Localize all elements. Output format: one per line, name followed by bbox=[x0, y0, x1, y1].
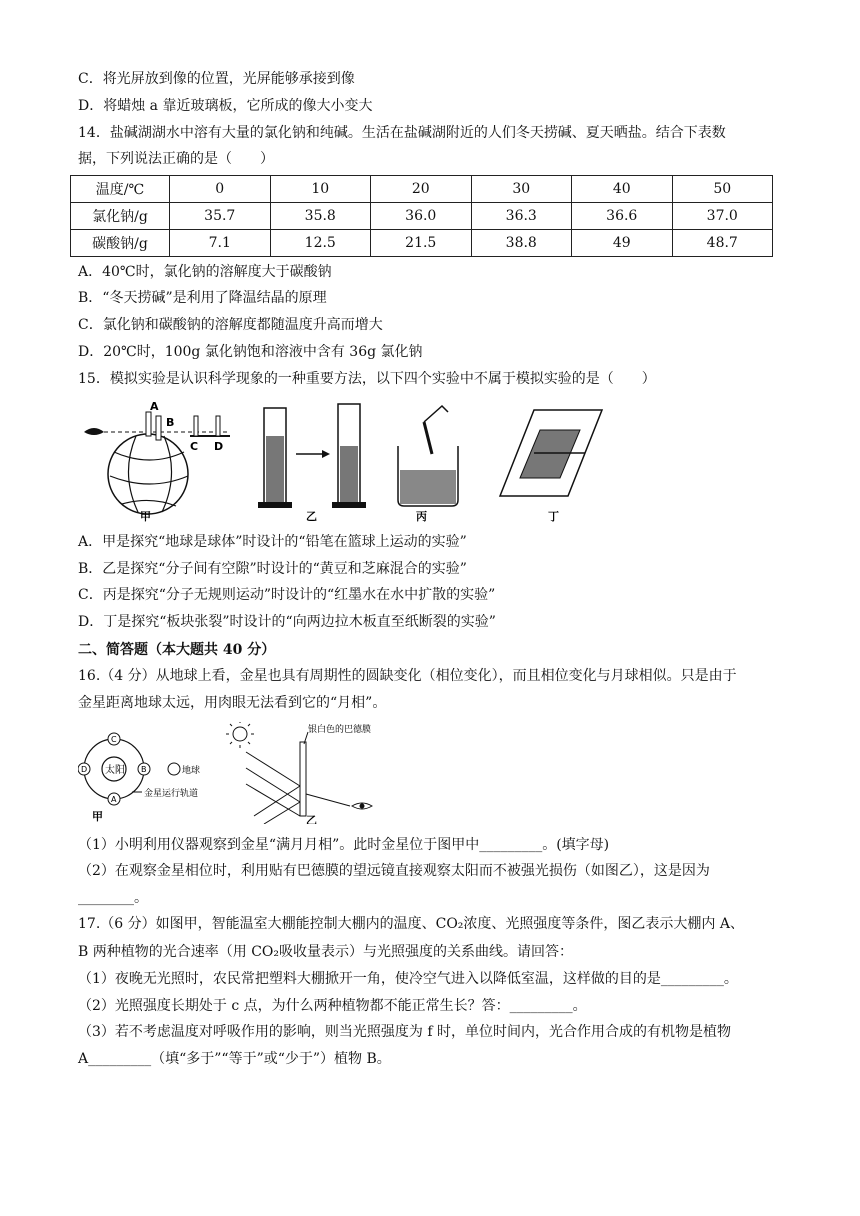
solubility-table bbox=[70, 175, 773, 257]
table-cell: 36.6 bbox=[572, 203, 673, 230]
q17-stem-line1: 17.（6 分）如图甲，智能温室大棚能控制大棚内的温度、CO₂浓度、光照强度等条件，图乙表示大棚内 A、 bbox=[78, 916, 744, 932]
table-cell: 21.5 bbox=[371, 230, 472, 257]
q14-option-b: B．“冬天捞碱”是利用了降温结晶的原理 bbox=[78, 290, 327, 306]
q17-part1: （1）夜晚无光照时，农民常把塑料大棚掀开一角，使冷空气进入以降低室温，这样做的目的是_________。 bbox=[78, 971, 738, 987]
caption-jia: 甲 bbox=[92, 810, 103, 823]
table-cell: 36.0 bbox=[371, 203, 472, 230]
q16-part2-line1: （2）在观察金星相位时，利用贴有巴德膜的望远镜直接观察太阳而不被强光损伤（如图乙），这是因为 bbox=[78, 863, 710, 879]
table-header-row bbox=[71, 176, 773, 203]
pos-b: B bbox=[141, 765, 147, 774]
earth-label: 地球 bbox=[182, 766, 201, 776]
table-cell: 40 bbox=[572, 176, 673, 203]
section-title: 二、简答题（本大题共 40 分） bbox=[78, 642, 276, 658]
q15-figure bbox=[80, 396, 620, 524]
table-cell: 温度/℃ bbox=[71, 176, 170, 203]
label-a: A bbox=[150, 400, 159, 413]
label-b: B bbox=[166, 416, 175, 429]
table-cell: 20 bbox=[371, 176, 472, 203]
table-cell: 49 bbox=[572, 230, 673, 257]
table-cell: 38.8 bbox=[471, 230, 572, 257]
pos-d: D bbox=[81, 765, 88, 774]
caption-yi: 乙 bbox=[306, 510, 317, 523]
q14-stem-line2: 据，下列说法正确的是（ ） bbox=[78, 151, 274, 167]
q16-stem-line1: 16.（4 分）从地球上看，金星也具有周期性的圆缺变化（相位变化），而且相位变化与月球相似。只是由于 bbox=[78, 668, 737, 684]
q16-figure bbox=[78, 722, 378, 824]
table-cell: 氯化钠/g bbox=[71, 203, 170, 230]
caption-bing: 丙 bbox=[416, 510, 427, 523]
table-cell: 37.0 bbox=[672, 203, 773, 230]
table-cell: 30 bbox=[471, 176, 572, 203]
table-cell: 0 bbox=[170, 176, 271, 203]
label-d: D bbox=[214, 440, 224, 453]
caption-yi: 乙 bbox=[306, 814, 317, 824]
pos-c: C bbox=[111, 735, 117, 744]
q16-part1: （1）小明利用仪器观察到金星“满月月相”。此时金星位于图甲中_________。(填字母) bbox=[78, 837, 610, 853]
film-label: 银白色的巴德膜 bbox=[308, 725, 372, 735]
fig-jia-orbit bbox=[78, 733, 200, 823]
fig-bing-beaker bbox=[398, 406, 458, 523]
q15-option-c: C．丙是探究“分子无规则运动”时设计的“红墨水在水中扩散的实验” bbox=[78, 587, 496, 603]
fig-ding-boards bbox=[500, 410, 602, 523]
table-cell: 50 bbox=[672, 176, 773, 203]
q15-option-d: D．丁是探究“板块张裂”时设计的“向两边拉木板直至纸断裂的实验” bbox=[78, 614, 496, 630]
q13-option-c: C．将光屏放到像的位置，光屏能够承接到像 bbox=[78, 71, 355, 87]
table-cell: 35.8 bbox=[270, 203, 371, 230]
q17-stem-line2: B 两种植物的光合速率（用 CO₂吸收量表示）与光照强度的关系曲线。请回答： bbox=[78, 944, 573, 960]
q15-stem: 15．模拟实验是认识科学现象的一种重要方法，以下四个实验中不属于模拟实验的是（ ） bbox=[78, 371, 656, 387]
q14-option-a: A．40℃时，氯化钠的溶解度大于碳酸钠 bbox=[78, 264, 332, 280]
table-cell: 36.3 bbox=[471, 203, 572, 230]
q16-stem-line2: 金星距离地球太远，用肉眼无法看到它的“月相”。 bbox=[78, 695, 387, 711]
q15-option-a: A．甲是探究“地球是球体”时设计的“铅笔在篮球上运动的实验” bbox=[78, 534, 467, 550]
q14-option-d: D．20℃时，100g 氯化钠饱和溶液中含有 36g 氯化钠 bbox=[78, 344, 423, 360]
q17-part2: （2）光照强度长期处于 c 点，为什么两种植物都不能正常生长？答：_________。 bbox=[78, 998, 587, 1014]
q17-part3-line1: （3）若不考虑温度对呼吸作用的影响，则当光照强度为 f 时，单位时间内，光合作用合成的有机物是植物 bbox=[78, 1024, 731, 1040]
q13-option-d: D．将蜡烛 a 靠近玻璃板，它所成的像大小变大 bbox=[78, 98, 373, 114]
q15-option-b: B．乙是探究“分子间有空隙”时设计的“黄豆和芝麻混合的实验” bbox=[78, 561, 467, 577]
table-cell: 10 bbox=[270, 176, 371, 203]
table-row bbox=[71, 203, 773, 230]
caption-ding: 丁 bbox=[548, 510, 559, 523]
table-cell: 7.1 bbox=[170, 230, 271, 257]
table-cell: 碳酸钠/g bbox=[71, 230, 170, 257]
sun-label: 太阳 bbox=[105, 765, 125, 776]
q14-option-c: C．氯化钠和碳酸钠的溶解度都随温度升高而增大 bbox=[78, 317, 383, 333]
table-cell: 48.7 bbox=[672, 230, 773, 257]
q14-stem-line1: 14．盐碱湖湖水中溶有大量的氯化钠和纯碱。生活在盐碱湖附近的人们冬天捞碱、夏天晒盐。结合下表数 bbox=[78, 125, 726, 141]
q17-part3-line2: A_________（填“多于”“等于”或“少于”）植物 B。 bbox=[78, 1051, 391, 1067]
table-cell: 12.5 bbox=[270, 230, 371, 257]
table-cell: 35.7 bbox=[170, 203, 271, 230]
fig-jia-basketball bbox=[84, 400, 230, 523]
q16-part2-line2: ________。 bbox=[78, 890, 148, 906]
fig-yi-cylinders bbox=[258, 404, 366, 523]
fig-yi-telescope bbox=[226, 722, 372, 824]
label-c: C bbox=[190, 440, 199, 453]
orbit-label: 金星运行轨道 bbox=[144, 789, 199, 799]
pos-a: A bbox=[111, 795, 117, 804]
table-row bbox=[71, 230, 773, 257]
caption-jia: 甲 bbox=[140, 510, 151, 523]
